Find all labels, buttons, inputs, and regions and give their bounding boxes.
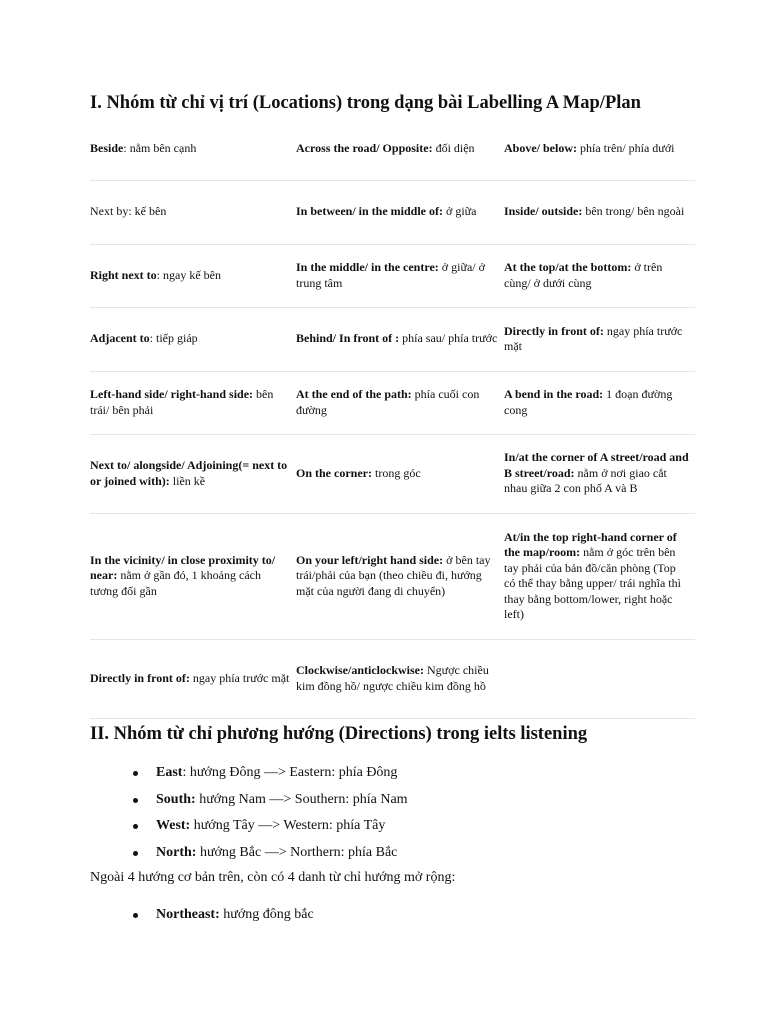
term-definition: ở trên cùng/ ở dưới cùng bbox=[504, 260, 663, 290]
bullet-icon bbox=[133, 913, 138, 918]
term-definition: nằm ở gần đó, 1 khoảng cách tương đối gần bbox=[90, 568, 261, 598]
term-definition: phía sau/ phía trước bbox=[399, 331, 498, 346]
term-definition: 1 đoạn đường cong bbox=[504, 387, 673, 417]
direction-definition: hướng Bắc —> Northern: phía Bắc bbox=[196, 844, 398, 860]
term-definition: bên trong/ bên ngoài bbox=[582, 204, 685, 219]
term-definition: bên trái/ bên phải bbox=[90, 387, 274, 417]
bullet-icon bbox=[133, 771, 138, 776]
term-label: Clockwise/anticlockwise: bbox=[296, 663, 424, 677]
term-separator: : bbox=[149, 331, 153, 346]
table-cell bbox=[90, 307, 296, 371]
direction-term: South: bbox=[156, 791, 196, 807]
table-cell bbox=[90, 639, 296, 718]
table-cell bbox=[296, 434, 504, 513]
term-label: At the top/at the bottom: bbox=[504, 260, 632, 274]
direction-term: West: bbox=[156, 818, 191, 834]
table-row bbox=[90, 371, 695, 434]
table-cell bbox=[504, 371, 695, 434]
list-item bbox=[90, 791, 408, 818]
table-cell bbox=[90, 180, 296, 244]
table-row bbox=[90, 117, 695, 180]
term-label: Across the road/ Opposite: bbox=[296, 140, 433, 155]
term-definition: ngay phía trước mặt bbox=[189, 670, 290, 685]
table-cell bbox=[504, 180, 695, 244]
term-label: Directly in front of: bbox=[504, 323, 604, 338]
table-cell bbox=[296, 117, 504, 180]
term-label: At/in the top right-hand corner of the map/room: bbox=[504, 529, 677, 559]
term-label: Directly in front of: bbox=[90, 670, 190, 685]
term-definition: phía cuối con đường bbox=[296, 387, 480, 417]
term-definition: liền kề bbox=[169, 473, 206, 488]
bullet-icon bbox=[133, 824, 138, 829]
term-definition: nằm bên cạnh bbox=[126, 140, 197, 155]
table-row bbox=[90, 307, 695, 371]
term-separator: : bbox=[123, 140, 127, 155]
term-definition: ở giữa/ ở trung tâm bbox=[296, 260, 485, 290]
term-definition: ở bên tay trái/phải của bạn (theo chiều đi, hướng mặt của người đang di chuyển) bbox=[296, 552, 491, 598]
term-definition: ngay kế bên bbox=[160, 267, 221, 282]
bullet-icon bbox=[133, 851, 138, 856]
term-label: Right next to bbox=[90, 267, 157, 282]
table-cell bbox=[296, 244, 504, 307]
table-row bbox=[90, 639, 695, 718]
term-definition: trong góc bbox=[371, 465, 421, 480]
term-label: On your left/right hand side: bbox=[296, 552, 444, 567]
table-cell bbox=[504, 307, 695, 371]
term-label: On the corner: bbox=[296, 465, 372, 480]
term-definition: đối diện bbox=[432, 140, 475, 155]
direction-definition: hướng Nam —> Southern: phía Nam bbox=[195, 791, 408, 807]
table-row bbox=[90, 244, 695, 307]
table-cell bbox=[90, 244, 296, 307]
table-row bbox=[90, 434, 695, 513]
table-cell bbox=[90, 513, 296, 639]
table-cell bbox=[90, 117, 296, 180]
term-separator: : bbox=[156, 267, 161, 282]
list-item bbox=[90, 844, 408, 871]
locations-table bbox=[90, 117, 695, 719]
term-definition: phía trên/ phía dưới bbox=[577, 140, 675, 155]
term-definition: nằm ở góc trên bên tay phải của bản đồ/căn phòng (Top có thể thay bằng upper/ trái nghĩa thì thay bằng bottom/lower, right hoặc left) bbox=[504, 545, 681, 621]
term-label: In/at the corner of A street/road and B street/road: bbox=[504, 450, 689, 480]
table-cell bbox=[504, 244, 695, 307]
table-cell bbox=[296, 371, 504, 434]
direction-term: North: bbox=[156, 844, 197, 860]
term-label: Left-hand side/ right-hand side: bbox=[90, 387, 254, 401]
table-cell bbox=[504, 434, 695, 513]
term-definition: Ngược chiều kim đồng hồ/ ngược chiều kim đồng hồ bbox=[296, 663, 489, 693]
term-definition: Next by: kế bên bbox=[90, 204, 167, 219]
term-label: Beside bbox=[90, 140, 124, 155]
direction-definition: hướng Tây —> Western: phía Tây bbox=[190, 818, 386, 834]
term-label: Adjacent to bbox=[90, 331, 150, 346]
term-label: In the middle/ in the centre: bbox=[296, 260, 439, 274]
term-label: In the vicinity/ in close proximity to/ near: bbox=[90, 552, 276, 583]
table-row bbox=[90, 180, 695, 244]
list-item bbox=[90, 906, 314, 933]
direction-term: East bbox=[156, 765, 183, 780]
list-item bbox=[90, 764, 408, 791]
table-cell bbox=[504, 513, 695, 639]
term-definition: ngay phía trước mặt bbox=[504, 323, 683, 353]
term-label: A bend in the road: bbox=[504, 387, 604, 401]
term-separator: : bbox=[182, 765, 187, 780]
term-label: Next to/ alongside/ Adjoining(= next to or joined with): bbox=[90, 458, 288, 488]
table-cell bbox=[296, 307, 504, 371]
table-cell bbox=[504, 117, 695, 180]
term-label: Above/ below: bbox=[504, 140, 577, 155]
term-label: Inside/ outside: bbox=[504, 204, 583, 219]
direction-definition: hướng đông bắc bbox=[219, 907, 314, 922]
table-cell bbox=[296, 180, 504, 244]
section1-heading: I. Nhóm từ chỉ vị trí (Locations) trong dạng bài Labelling A Map/Plan bbox=[90, 93, 641, 113]
table-cell bbox=[296, 639, 504, 718]
table-cell bbox=[90, 434, 296, 513]
direction-term: Northeast: bbox=[156, 907, 220, 922]
direction-definition: hướng Đông —> Eastern: phía Đông bbox=[186, 765, 398, 780]
term-definition: nằm ở nơi giao cắt nhau giữa 2 con phố A và B bbox=[504, 465, 667, 496]
table-cell bbox=[90, 371, 296, 434]
table-row bbox=[90, 513, 695, 639]
directions-paragraph: Ngoài 4 hướng cơ bản trên, còn có 4 danh từ chỉ hướng mở rộng: bbox=[90, 870, 456, 885]
term-label: In between/ in the middle of: bbox=[296, 204, 443, 219]
term-definition: tiếp giáp bbox=[153, 331, 198, 346]
term-definition: ở giữa bbox=[443, 204, 477, 219]
list-item bbox=[90, 817, 408, 844]
table-cell bbox=[296, 513, 504, 639]
section2-heading: II. Nhóm từ chỉ phương hướng (Directions) trong ielts listening bbox=[90, 724, 588, 744]
bullet-icon bbox=[133, 798, 138, 803]
table-cell bbox=[504, 639, 695, 718]
directions-list bbox=[90, 764, 408, 870]
term-label: Behind/ In front of : bbox=[296, 331, 400, 346]
term-label: At the end of the path: bbox=[296, 387, 412, 401]
extended-directions-list bbox=[90, 906, 314, 933]
